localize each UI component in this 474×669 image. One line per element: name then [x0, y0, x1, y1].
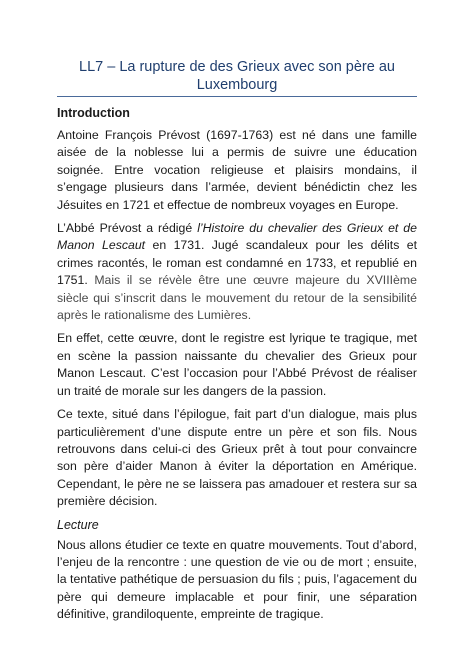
paragraph-2-part-c: en 1731. Jugé scandaleux pour les délits et crimes racontés, le roman est condamné en 1733, et republié en 1751. [57, 238, 418, 288]
paragraph-1: Antoine François Prévost (1697-1763) est né dans une famille aisée de la noblesse lui a permis de suivre une éducation soignée. Entre vocation religieuse et plaisirs mondains, il s’engage plusieurs dans l’armée, devient bénédictin chez les Jésuites en 1721 et effectue de nombreux voyages en Europe. [57, 128, 417, 212]
book-title-italic: l’Histoire du chevalier des Grieux et de Manon Lescaut [57, 221, 417, 253]
title-line-1: LL7 – La rupture de des Grieux avec son père au [79, 59, 395, 75]
title-line-2: Luxembourg [196, 77, 278, 93]
paragraph-4: Ce texte, situé dans l’épilogue, fait part d’un dialogue, mais plus particulièrement d’une dispute entre un père et son fils. Nous retrouvons dans celui-ci des Grieux prêt à tout pour convaincre son père d’aider Manon à éviter la déportation en Amérique. Cependant, le père ne se laissera pas amadouer et restera sur sa première décision. [57, 407, 417, 509]
paragraph-2 [57, 220, 417, 324]
paragraph-5: Nous allons étudier ce texte en quatre mouvements. Tout d’abord, l’enjeu de la rencontre : une question de vie ou de mort ; ensuite, la tentative pathétique de persuasion du fils ; puis, l’agacement du père qui demeure implacable et pour finir, une séparation définitive, grandiloquente, empreinte de tragique. [57, 537, 417, 622]
lecture-heading: Lecture [57, 517, 99, 532]
introduction-heading: Introduction [57, 106, 130, 120]
paragraph-3: En effet, cette œuvre, dont le registre est lyrique te tragique, met en scène la passion naissante du chevalier des Grieux pour Manon Lescaut. C’est l’occasion pour l’Abbé Prévost de réaliser un traité de morale sur les dangers de la passion. [57, 331, 417, 398]
page-title [57, 58, 417, 97]
paragraph-2-part-a: L’Abbé Prévost a rédigé [57, 221, 198, 236]
paragraph-2-part-d: Mais il se révèle être une œuvre majeure du XVIIIème siècle qui s’inscrit dans le mouvement du retour de la sensibilité après le rationalisme des Lumières. [57, 273, 417, 323]
